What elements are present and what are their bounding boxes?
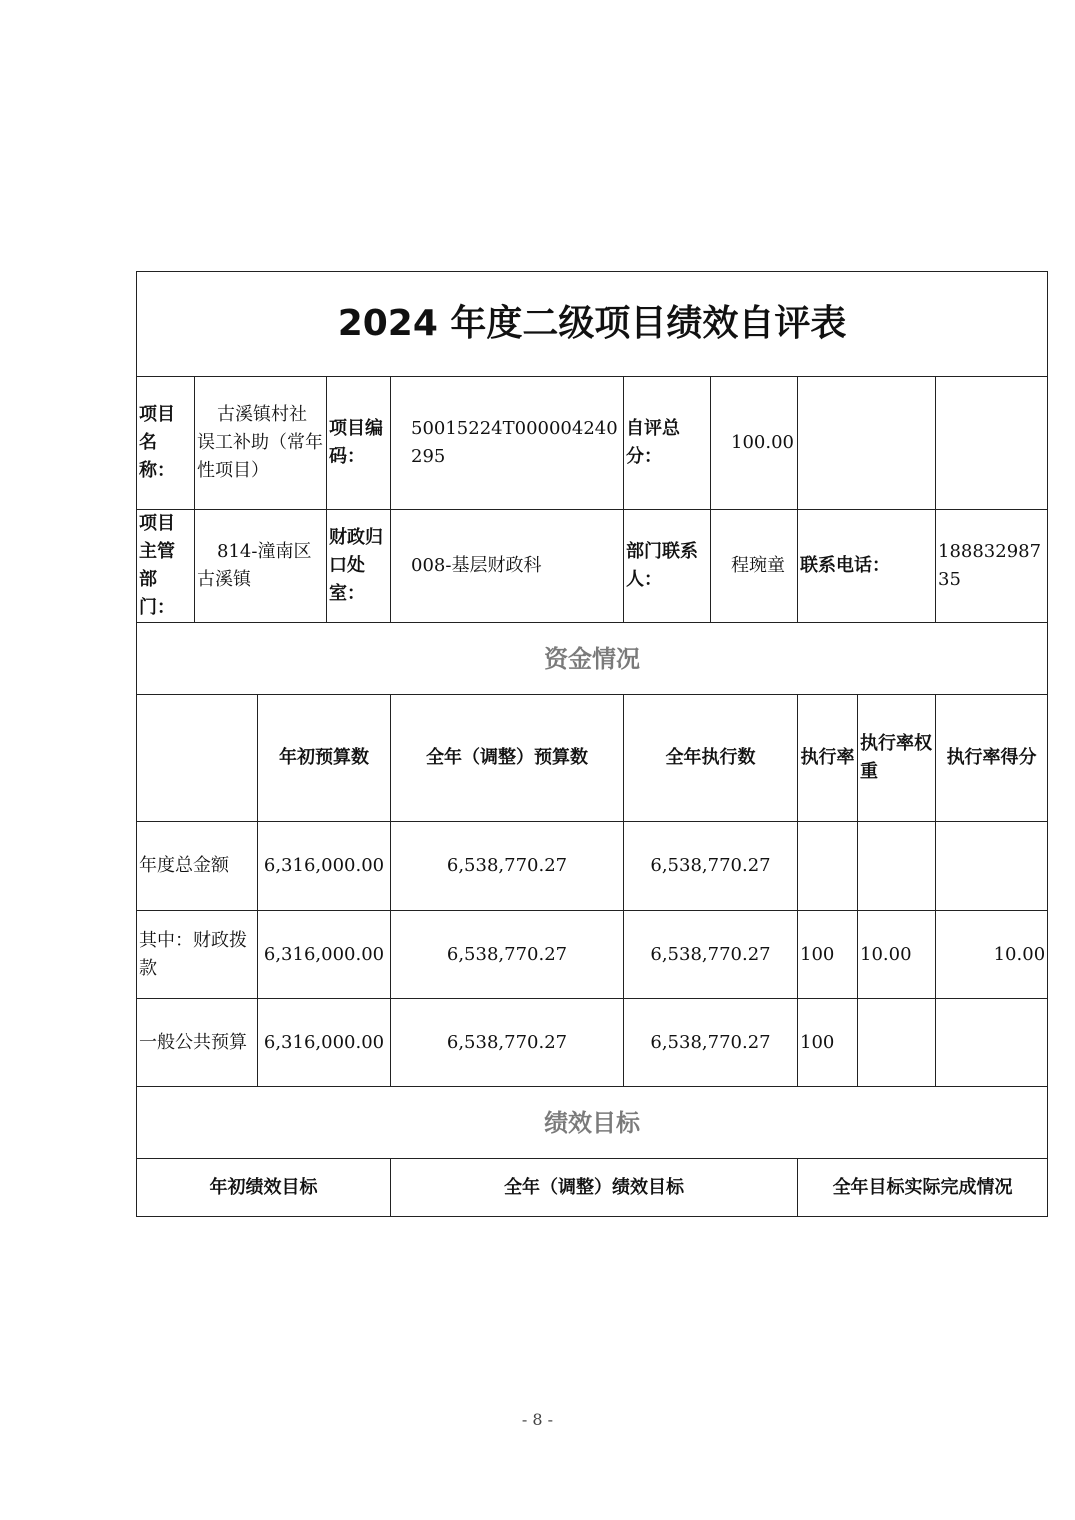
dept-value: 814-潼南区古溪镇: [195, 510, 327, 623]
goals-section-title: 绩效目标: [137, 1087, 1048, 1159]
executed-value: 6,538,770.27: [624, 999, 798, 1087]
row-label: 一般公共预算: [137, 999, 258, 1087]
rate-weight-value: 10.00: [858, 911, 936, 999]
project-name-label: 项目名称：: [137, 377, 195, 510]
adjusted-budget-value: 6,538,770.27: [391, 822, 624, 911]
row-label: 年度总金额: [137, 822, 258, 911]
score-label: 自评总分：: [624, 377, 711, 510]
contact-value: 程琬童: [711, 510, 798, 623]
adjusted-budget-value: 6,538,770.27: [391, 999, 624, 1087]
header-exec-rate: 执行率: [798, 695, 858, 822]
executed-value: 6,538,770.27: [624, 822, 798, 911]
phone-value: 18883298735: [936, 510, 1048, 623]
header-adjusted-budget: 全年（调整）预算数: [391, 695, 624, 822]
executed-value: 6,538,770.27: [624, 911, 798, 999]
score-value: 100.00: [711, 377, 798, 510]
funds-section-title: 资金情况: [137, 623, 1048, 695]
initial-budget-value: 6,316,000.00: [258, 911, 391, 999]
contact-label: 部门联系人：: [624, 510, 711, 623]
initial-budget-value: 6,316,000.00: [258, 822, 391, 911]
header-adjusted-goal: 全年（调整）绩效目标: [391, 1159, 798, 1217]
initial-budget-value: 6,316,000.00: [258, 999, 391, 1087]
project-code-label: 项目编码：: [327, 377, 391, 510]
header-rate-weight: 执行率权重: [858, 695, 936, 822]
header-executed: 全年执行数: [624, 695, 798, 822]
header-actual-completion: 全年目标实际完成情况: [798, 1159, 1048, 1217]
header-initial-goal: 年初绩效目标: [137, 1159, 391, 1217]
phone-label: 联系电话：: [798, 510, 936, 623]
row-label: 其中：财政拨款: [137, 911, 258, 999]
rate-score-value: [936, 999, 1048, 1087]
adjusted-budget-value: 6,538,770.27: [391, 911, 624, 999]
rate-score-value: 10.00: [936, 911, 1048, 999]
table-row: [137, 999, 1048, 1087]
form-title: 2024 年度二级项目绩效自评表: [137, 272, 1048, 377]
empty-header-cell: [137, 695, 258, 822]
exec-rate-value: 100: [798, 999, 858, 1087]
rate-score-value: [936, 822, 1048, 911]
dept-label: 项目主管部门：: [137, 510, 195, 623]
rate-weight-value: [858, 822, 936, 911]
header-initial-budget: 年初预算数: [258, 695, 391, 822]
table-row: [137, 911, 1048, 999]
rate-weight-value: [858, 999, 936, 1087]
project-name-value: 古溪镇村社误工补助（常年性项目）: [195, 377, 327, 510]
exec-rate-value: [798, 822, 858, 911]
header-rate-score: 执行率得分: [936, 695, 1048, 822]
project-code-value: 50015224T000004240295: [391, 377, 624, 510]
page-number: - 8 -: [521, 1410, 554, 1429]
finance-office-value: 008-基层财政科: [391, 510, 624, 623]
empty-cell: [936, 377, 1048, 510]
finance-office-label: 财政归口处室：: [327, 510, 391, 623]
performance-table: [136, 271, 1048, 1217]
exec-rate-value: 100: [798, 911, 858, 999]
empty-cell: [798, 377, 936, 510]
table-row: [137, 822, 1048, 911]
